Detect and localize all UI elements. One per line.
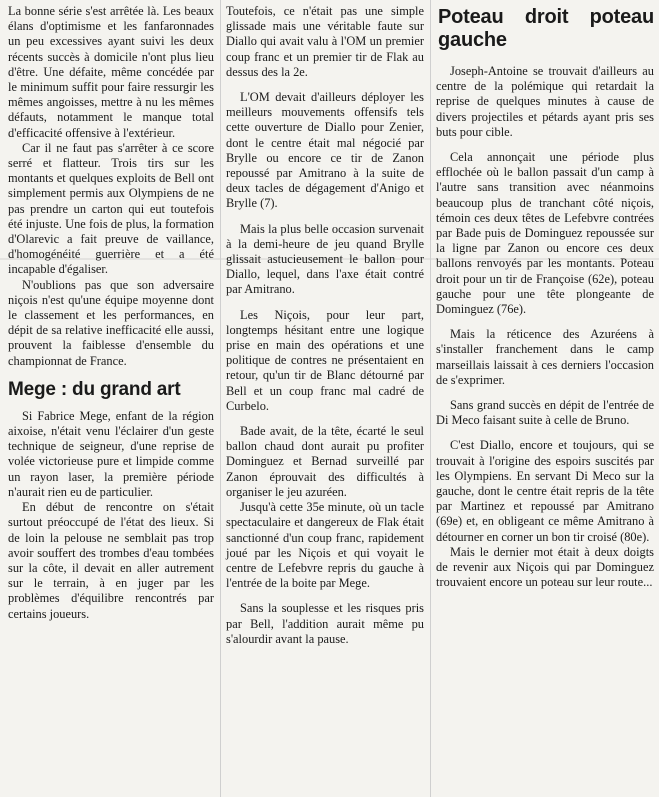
column-rule (430, 0, 431, 797)
paragraph: Sans la souplesse et les risques pris par Bell, l'addition aurait même pu s'alourdir avant la pause. (226, 601, 424, 646)
paragraph: En début de rencontre on s'était surtout préoccupé de l'état des lieux. Si de loin la pelouse ne semblait pas trop avoir souffert des trombes d'eau tombées sur la côte, il devait en aller autrement sur le terrain, à en juger par les problèmes d'équilibre rencontrés par certains joueurs. (8, 500, 214, 621)
paragraph: N'oublions pas que son adversaire niçois n'est qu'une équipe moyenne dont le classement et les performances, en dépit de sa relative inefficacité elle aussi, prouvent la faiblesse d'ensemble du championnat de France. (8, 277, 214, 368)
paragraph: Mais la plus belle occasion survenait à la demi-heure de jeu quand Brylle glissait astucieusement le ballon pour Diallo, lequel, dans l'axe était contré par Amitrano. (226, 221, 424, 297)
paragraph: C'est Diallo, encore et toujours, qui se trouvait à l'origine des espoirs suscités par les Olympiens. En servant Di Meco sur la gauche, dont le centre était repris de la tête par Martinez et repoussé par Amitrano (69e) et, en obligeant ce même Amitrano à détourner en corner un bon tir croisé (80e). (436, 438, 654, 544)
paragraph: L'OM devait d'ailleurs déployer les meilleurs mouvements offensifs tels cette ouverture de Diallo pour Zenier, dont le centre était mal négocié par Brylle ou encore ce tir de Zanon repoussé par Amitrano à la suite de deux tacles de dégagement d'Anigo et Brylle (7). (226, 90, 424, 211)
paragraph: Jusqu'à cette 35e minute, où un tacle spectaculaire et dangereux de Flak était sanctionné d'un coup franc, rapidement joué par les Niçois et qui voyait le centre de Lefebvre repris du gauche à l'entrée de la boite par Mege. (226, 500, 424, 591)
paragraph: Joseph-Antoine se trouvait d'ailleurs au centre de la polémique qui retardait la reprise de quelques minutes à cause de divers projectiles et pétards ayant pris ses buts pour cible. (436, 64, 654, 139)
article-column-1 (8, 4, 214, 622)
article-column-3 (436, 4, 654, 591)
paragraph: La bonne série s'est arrêtée là. Les beaux élans d'optimisme et les fanfaronnades un peu excessives ayant suivi les deux récents succès à domicile n'ont plus lieu d'être. Une défaite, même concédée par le minimum suffit pour faire ressurgir les mêmes angoisses, mettre à nu les mêmes défauts, notamment le manque total d'efficacité offensive à l'extérieur. (8, 4, 214, 140)
paragraph: Sans grand succès en dépit de l'entrée de Di Meco faisant suite à celle de Bruno. (436, 398, 654, 428)
paragraph: Mais la réticence des Azuréens à s'installer franchement dans le camp marseillais laissait à ces derniers l'occasion de s'exprimer. (436, 327, 654, 387)
section-heading: Poteau droit poteau gauche (438, 6, 654, 51)
paragraph: Bade avait, de la tête, écarté le seul ballon chaud dont aurait pu profiter Dominguez et Bernad surveillé par Zanon éprouvait des difficultés à organiser le jeu azuréen. (226, 424, 424, 499)
article-column-2 (226, 4, 424, 647)
paragraph: Car il ne faut pas s'arrêter à ce score serré et flatteur. Trois tirs sur les montants et quelques exploits de Bell ont simplement permis aux Olympiens de ne pas prendre un carton qui eut toutefois été injuste. Une fois de plus, la formation d'Olarevic a fait preuve de vaillance, d'homogénéité guerrière et a été incapable d'égaliser. (8, 140, 214, 277)
section-heading: Mege : du grand art (8, 378, 181, 400)
paragraph: Cela annonçait une période plus efflochée où le ballon passait d'un camp à l'autre sans transition avec néanmoins beaucoup plus de tranchant côté niçois, témoin ces deux têtes de Lefebvre contrées par Bade puis de Dominguez repoussée sur la ligne par Zanon ou encore ces deux ballons renvoyés par les montants. Poteau droit pour un tir de Françoise (62e), poteau gauche pour une tête plongeante de Dominguez (76e). (436, 150, 654, 317)
paragraph: Les Niçois, pour leur part, longtemps hésitant entre une logique prise en main des opérations et une politique de contres ne présentaient en retour, qu'un tir de Blanc détourné par Bell et un coup franc mal cadré de Curbelo. (226, 307, 424, 413)
paragraph: Mais le dernier mot était à deux doigts de revenir aux Niçois qui par Dominguez trouvaient encore un poteau sur leur route... (436, 544, 654, 590)
paragraph: Si Fabrice Mege, enfant de la région aixoise, n'était venu l'éclairer d'un geste technique de seigneur, d'une reprise de volée victorieuse pure et limpide comme un rayon laser, la première période n'aurait rien eu de particulier. (8, 408, 214, 499)
column-rule (220, 0, 221, 797)
paragraph: Toutefois, ce n'était pas une simple glissade mais une véritable faute sur Diallo qui avait valu à l'OM un premier coup franc et un premier tir de Flak au dessus des la 2e. (226, 4, 424, 79)
